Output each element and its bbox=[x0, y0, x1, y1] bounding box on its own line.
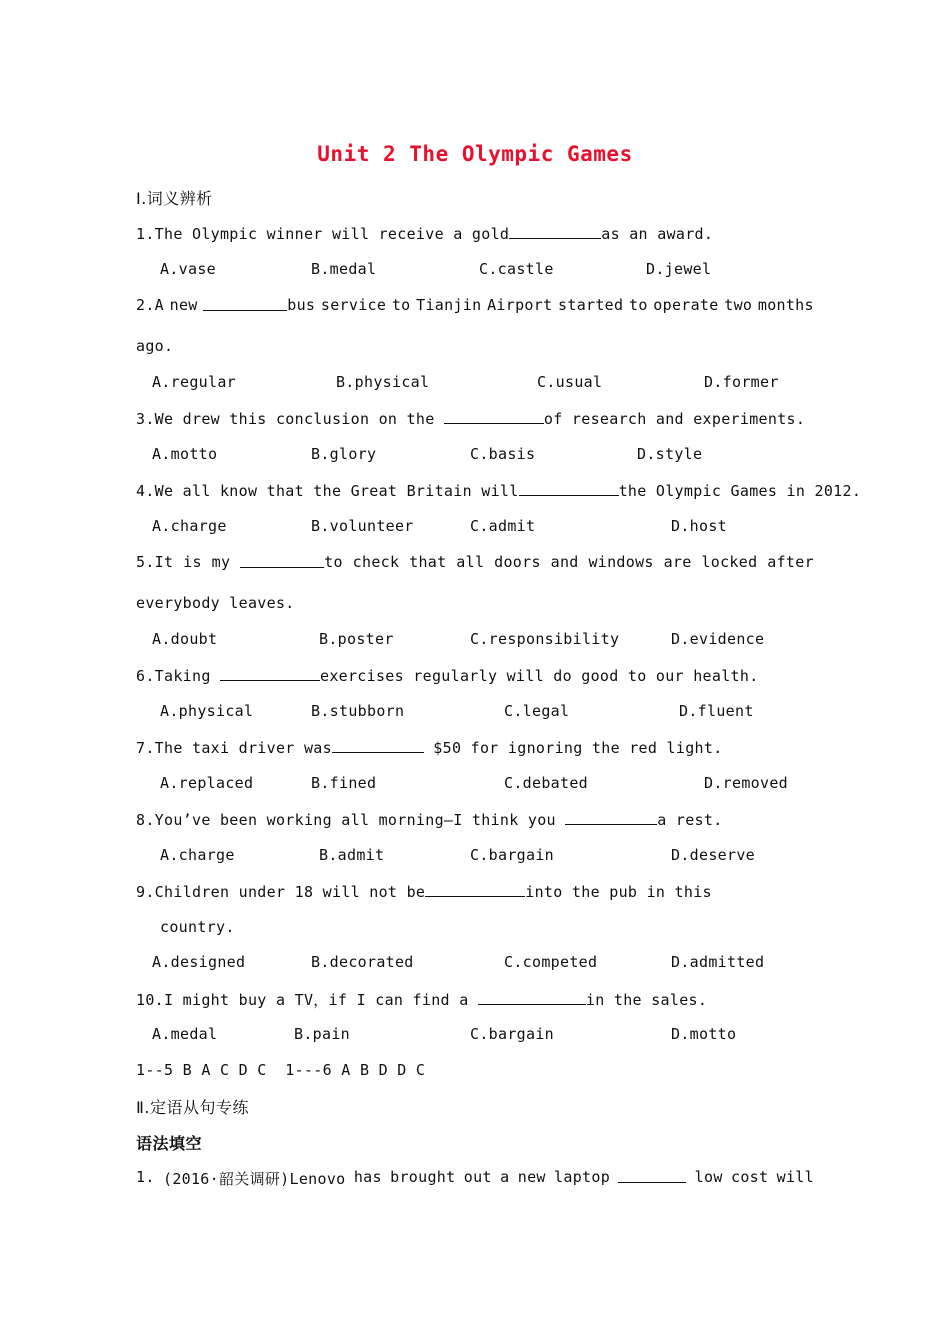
option-a[interactable]: A.doubt bbox=[152, 630, 218, 648]
question-6: 6.Taking exercises regularly will do good to our health. bbox=[136, 667, 759, 685]
answer-blank[interactable] bbox=[332, 738, 424, 753]
question-1: 1.The Olympic winner will receive a gold as an award. bbox=[136, 225, 714, 243]
question-5-continued: everybody leaves. bbox=[136, 594, 295, 612]
option-d[interactable]: D.admitted bbox=[671, 953, 765, 971]
answer-blank[interactable] bbox=[240, 553, 324, 568]
option-d[interactable]: D.former bbox=[704, 373, 779, 391]
option-a[interactable]: A.regular bbox=[152, 373, 236, 391]
section-heading-vocab: Ⅰ.词义辨析 bbox=[136, 189, 213, 208]
option-c[interactable]: C.bargain bbox=[470, 1025, 554, 1043]
option-c[interactable]: C.debated bbox=[504, 774, 588, 792]
option-b[interactable]: B.physical bbox=[336, 373, 430, 391]
option-b[interactable]: B.medal bbox=[311, 260, 377, 278]
option-c[interactable]: C.admit bbox=[470, 517, 536, 535]
grammar-question-1: 1. (2016·韶关调研)Lenovo has brought out a new laptop low cost will bbox=[136, 1168, 814, 1188]
option-c[interactable]: C.competed bbox=[504, 953, 598, 971]
option-d[interactable]: D.motto bbox=[671, 1025, 737, 1043]
option-a[interactable]: A.charge bbox=[160, 846, 235, 864]
option-a[interactable]: A.physical bbox=[160, 702, 254, 720]
option-b[interactable]: B.stubborn bbox=[311, 702, 405, 720]
option-a[interactable]: A.vase bbox=[160, 260, 216, 278]
option-d[interactable]: D.removed bbox=[704, 774, 788, 792]
option-d[interactable]: D.fluent bbox=[679, 702, 754, 720]
option-a[interactable]: A.motto bbox=[152, 445, 218, 463]
option-d[interactable]: D.style bbox=[637, 445, 703, 463]
option-b[interactable]: B.admit bbox=[319, 846, 385, 864]
option-b[interactable]: B.fined bbox=[311, 774, 377, 792]
answer-key: 1--5 B A C D C 1---6 A B D D C bbox=[136, 1061, 426, 1079]
subheading-grammar-fill: 语法填空 bbox=[136, 1134, 203, 1153]
answer-blank[interactable] bbox=[618, 1168, 686, 1183]
question-3: 3.We drew this conclusion on the of research and experiments. bbox=[136, 410, 806, 428]
option-b[interactable]: B.volunteer bbox=[311, 517, 414, 535]
section-heading-relative-clauses: Ⅱ.定语从句专练 bbox=[136, 1098, 249, 1117]
page-title: Unit 2 The Olympic Games bbox=[317, 142, 633, 166]
option-c[interactable]: C.bargain bbox=[470, 846, 554, 864]
answer-blank[interactable] bbox=[203, 296, 287, 311]
option-c[interactable]: C.responsibility bbox=[470, 630, 620, 648]
answer-blank[interactable] bbox=[220, 666, 320, 681]
option-d[interactable]: D.host bbox=[671, 517, 727, 535]
option-d[interactable]: D.evidence bbox=[671, 630, 765, 648]
option-c[interactable]: C.usual bbox=[537, 373, 603, 391]
question-10: 10.I might buy a TV，if I can find a in the sales. bbox=[136, 991, 708, 1009]
answer-blank[interactable] bbox=[565, 810, 657, 825]
question-2: 2.A new bus service to Tianjin Airport started to operate two months bbox=[136, 296, 814, 314]
answer-blank[interactable] bbox=[425, 882, 525, 897]
option-b[interactable]: B.glory bbox=[311, 445, 377, 463]
option-c[interactable]: C.basis bbox=[470, 445, 536, 463]
question-9: 9.Children under 18 will not be into the pub in this bbox=[136, 883, 712, 901]
option-a[interactable]: A.charge bbox=[152, 517, 227, 535]
answer-blank[interactable] bbox=[509, 224, 601, 239]
option-a[interactable]: A.medal bbox=[152, 1025, 218, 1043]
option-a[interactable]: A.designed bbox=[152, 953, 246, 971]
option-b[interactable]: B.pain bbox=[294, 1025, 350, 1043]
question-2-continued: ago. bbox=[136, 337, 174, 355]
question-8: 8.You’ve been working all morning—I think you a rest. bbox=[136, 811, 723, 829]
answer-blank[interactable] bbox=[444, 409, 544, 424]
option-d[interactable]: D.deserve bbox=[671, 846, 755, 864]
question-5: 5.It is my to check that all doors and windows are locked after bbox=[136, 553, 814, 571]
option-a[interactable]: A.replaced bbox=[160, 774, 254, 792]
option-b[interactable]: B.poster bbox=[319, 630, 394, 648]
question-7: 7.The taxi driver was $50 for ignoring the red light. bbox=[136, 739, 723, 757]
option-b[interactable]: B.decorated bbox=[311, 953, 414, 971]
question-4: 4.We all know that the Great Britain will the Olympic Games in 2012. bbox=[136, 482, 862, 500]
option-c[interactable]: C.legal bbox=[504, 702, 570, 720]
answer-blank[interactable] bbox=[478, 990, 586, 1005]
option-c[interactable]: C.castle bbox=[479, 260, 554, 278]
option-d[interactable]: D.jewel bbox=[646, 260, 712, 278]
answer-blank[interactable] bbox=[519, 481, 619, 496]
question-9-continued: country. bbox=[160, 918, 235, 936]
